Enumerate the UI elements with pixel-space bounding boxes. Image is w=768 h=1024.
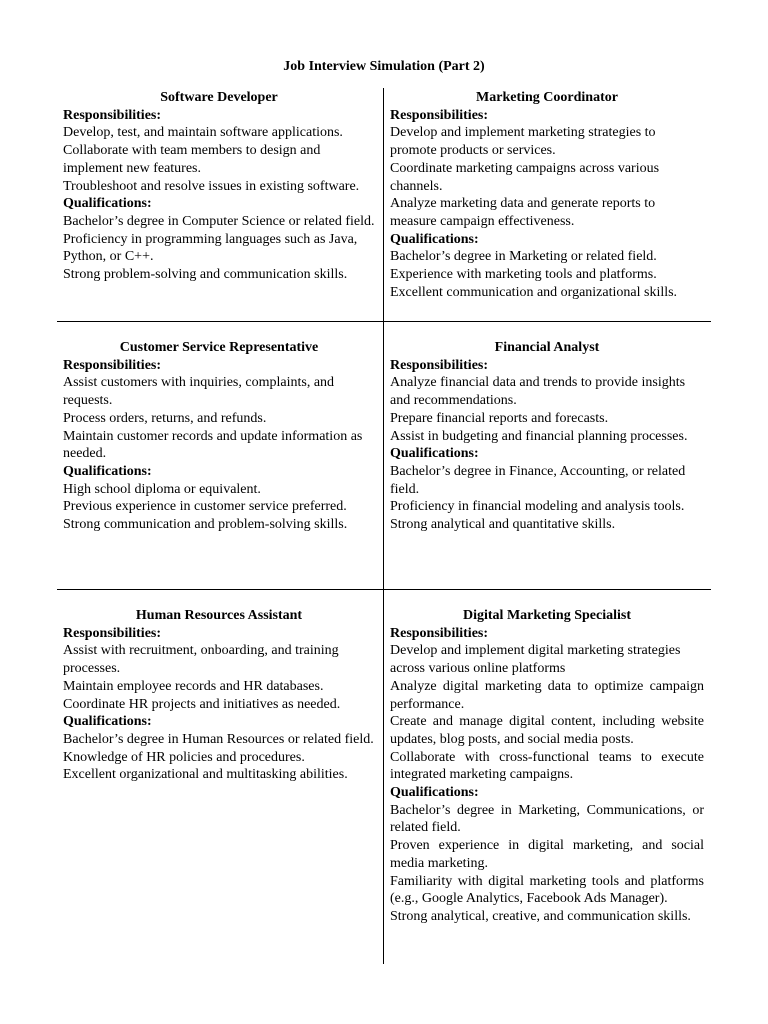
qualification-item: High school diploma or equivalent. bbox=[63, 481, 261, 497]
responsibilities-label: Responsibilities: bbox=[390, 107, 489, 123]
qualification-item: Experience with marketing tools and platforms. bbox=[390, 267, 657, 283]
qualifications-label: Qualifications: bbox=[63, 463, 152, 479]
responsibilities-label: Responsibilities: bbox=[63, 625, 162, 641]
qualification-item: Strong communication and problem-solving skills. bbox=[63, 517, 348, 533]
job-title: Software Developer bbox=[160, 90, 278, 105]
responsibility-item: Troubleshoot and resolve issues in existing software. bbox=[63, 178, 360, 194]
responsibility-item: Coordinate marketing campaigns across various channels. bbox=[390, 160, 660, 194]
qualification-item: Proficiency in financial modeling and analysis tools. bbox=[390, 499, 685, 515]
job-cell-marketing-coordinator bbox=[390, 89, 704, 301]
job-cell-software-developer bbox=[63, 89, 375, 284]
qualification-item: Excellent communication and organizational skills. bbox=[390, 284, 678, 300]
responsibility-item: Develop, test, and maintain software applications. bbox=[63, 125, 343, 141]
job-title: Human Resources Assistant bbox=[135, 608, 303, 623]
responsibility-item: Collaborate with team members to design and implement new features. bbox=[63, 143, 321, 176]
qualification-item: Bachelor’s degree in Marketing or related field. bbox=[390, 249, 657, 265]
qualification-item: Bachelor’s degree in Computer Science or related field. bbox=[63, 213, 375, 229]
responsibility-item: Maintain customer records and update information as needed. bbox=[63, 428, 363, 462]
job-cell-financial-analyst bbox=[390, 339, 704, 534]
job-title: Customer Service Representative bbox=[119, 340, 319, 355]
qualifications-label: Qualifications: bbox=[390, 785, 479, 801]
responsibility-item: Assist in budgeting and financial planning processes. bbox=[390, 428, 688, 444]
job-title: Marketing Coordinator bbox=[476, 90, 618, 105]
responsibility-item: Develop and implement digital marketing strategies across various online platforms bbox=[390, 643, 681, 677]
responsibility-item: Analyze digital marketing data to optimize campaign performance. bbox=[390, 678, 704, 712]
job-cell-human-resources-assistant bbox=[63, 607, 375, 784]
job-cell-digital-marketing-specialist bbox=[390, 607, 704, 926]
qualifications-label: Qualifications: bbox=[63, 196, 152, 212]
responsibility-item: Coordinate HR projects and initiatives as needed. bbox=[63, 696, 341, 712]
column-divider bbox=[383, 88, 384, 964]
row-divider-2 bbox=[57, 589, 711, 590]
job-cell-customer-service-representative bbox=[63, 339, 375, 534]
responsibilities-label: Responsibilities: bbox=[63, 357, 162, 373]
responsibilities-label: Responsibilities: bbox=[63, 107, 162, 123]
qualification-item: Strong analytical and quantitative skills. bbox=[390, 517, 616, 533]
responsibility-item: Assist with recruitment, onboarding, and training processes. bbox=[63, 643, 339, 677]
qualification-item: Proven experience in digital marketing, and social media marketing. bbox=[390, 838, 704, 871]
qualification-item: Familiarity with digital marketing tools and platforms (e.g., Google Analytics, Facebook Ads Manager). bbox=[390, 873, 704, 907]
qualification-item: Bachelor’s degree in Human Resources or related field. bbox=[63, 731, 374, 747]
qualification-item: Previous experience in customer service preferred. bbox=[63, 499, 347, 515]
responsibility-item: Analyze financial data and trends to provide insights and recommendations. bbox=[390, 375, 686, 409]
responsibility-item: Create and manage digital content, including website updates, blog posts, and social media posts. bbox=[390, 714, 704, 747]
responsibility-item: Maintain employee records and HR databases. bbox=[63, 678, 324, 694]
row-divider-1 bbox=[57, 321, 711, 322]
job-title: Digital Marketing Specialist bbox=[463, 608, 631, 623]
job-title: Financial Analyst bbox=[494, 340, 600, 355]
responsibilities-label: Responsibilities: bbox=[390, 625, 489, 641]
qualification-item: Strong problem-solving and communication skills. bbox=[63, 267, 348, 283]
qualification-item: Bachelor’s degree in Finance, Accounting, or related field. bbox=[390, 463, 686, 497]
qualifications-label: Qualifications: bbox=[63, 714, 152, 730]
qualification-item: Knowledge of HR policies and procedures. bbox=[63, 749, 305, 765]
qualification-item: Bachelor’s degree in Marketing, Communications, or related field. bbox=[390, 802, 704, 836]
responsibility-item: Assist customers with inquiries, complaints, and requests. bbox=[63, 375, 335, 409]
qualifications-label: Qualifications: bbox=[390, 231, 479, 247]
responsibility-item: Analyze marketing data and generate reports to measure campaign effectiveness. bbox=[390, 196, 656, 229]
qualifications-label: Qualifications: bbox=[390, 446, 479, 462]
responsibility-item: Develop and implement marketing strategies to promote products or services. bbox=[390, 125, 656, 159]
responsibilities-label: Responsibilities: bbox=[390, 357, 489, 373]
responsibility-item: Prepare financial reports and forecasts. bbox=[390, 410, 609, 426]
responsibility-item: Collaborate with cross-functional teams to execute integrated marketing campaigns. bbox=[390, 749, 704, 783]
responsibility-item: Process orders, returns, and refunds. bbox=[63, 410, 267, 426]
qualification-item: Excellent organizational and multitasking abilities. bbox=[63, 767, 348, 783]
qualification-item: Strong analytical, creative, and communication skills. bbox=[390, 908, 691, 924]
qualification-item: Proficiency in programming languages such as Java, Python, or C++. bbox=[63, 231, 358, 265]
page-title: Job Interview Simulation (Part 2) bbox=[283, 59, 485, 74]
